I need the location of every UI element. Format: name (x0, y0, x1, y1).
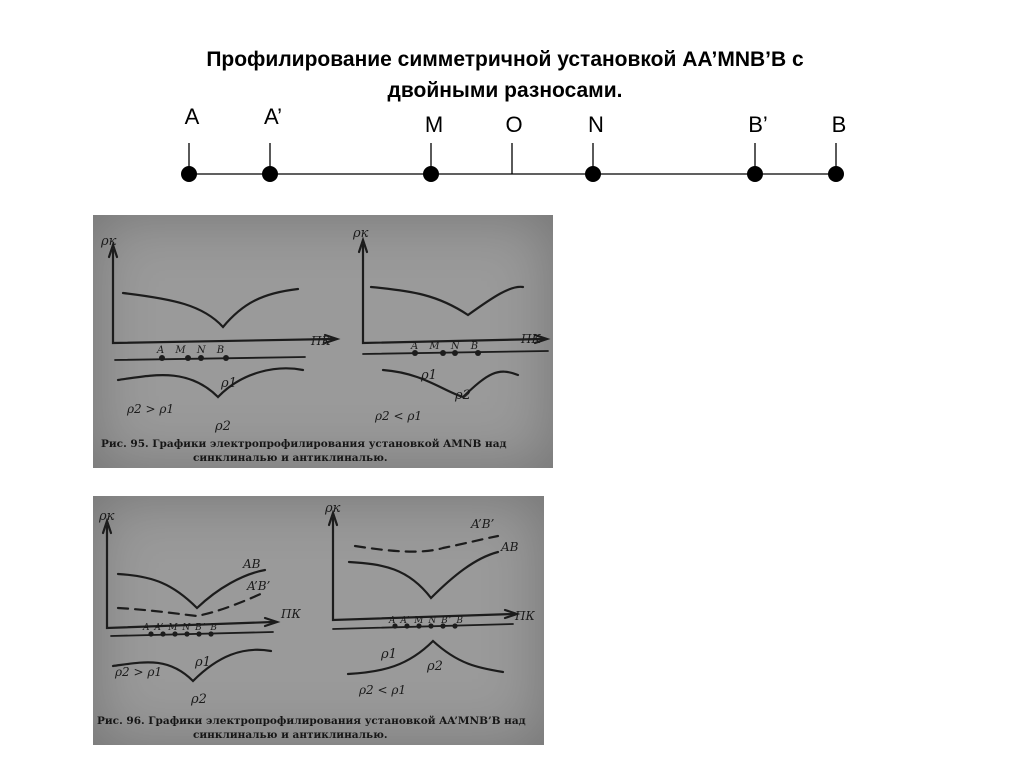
fig95-left-y-label: ρк (101, 234, 117, 249)
fig96-caption-line1: Рис. 96. Графики электропрофилирования установкой AA’MNB’B над (97, 715, 526, 727)
fig96-left-a1b1: A’B’ (247, 579, 271, 593)
electrode-label-0: A (184, 104, 200, 129)
fig95-left-boundary (118, 368, 303, 397)
fig95-right-layer2: ρ2 (455, 388, 471, 403)
electrode-label-3: O (505, 112, 523, 137)
fig95-right-x-label: ПК (521, 332, 541, 346)
fig96-right-x-label: ПК (515, 609, 535, 623)
fig96-right-ab: AB (501, 540, 519, 554)
fig96-right-y-label: ρк (325, 501, 341, 516)
fig96-left-relation: ρ2 > ρ1 (115, 665, 163, 679)
electrode-dot-6 (828, 166, 844, 182)
fig95-left-points: A M N B (157, 345, 229, 356)
fig96-left-layer1: ρ1 (195, 655, 211, 670)
fig96-left-axes (107, 526, 273, 628)
electrode-layout-diagram (0, 0, 1024, 200)
fig96-caption-line2: синклиналью и антиклиналью. (193, 729, 388, 741)
fig95-caption-line1: Рис. 95. Графики электропрофилирования установкой AMNB над (101, 438, 507, 450)
slide-title-line1: Профилирование симметричной установкой АА’MNB’B с (206, 48, 804, 71)
figure-96-photo (93, 496, 544, 745)
fig95-right-y-label: ρк (353, 226, 369, 241)
fig95-left-relation: ρ2 > ρ1 (127, 402, 175, 416)
electrode-dot-1 (262, 166, 278, 182)
electrode-dot-5 (747, 166, 763, 182)
electrode-label-2: M (424, 112, 444, 137)
fig96-right-curve-solid (349, 552, 498, 598)
fig96-right-layer1: ρ1 (381, 647, 397, 662)
fig95-right-curve (371, 287, 523, 315)
figure-95-photo (93, 215, 553, 468)
fig96-left-y-label: ρк (99, 509, 115, 524)
fig96-right-layer2: ρ2 (427, 659, 443, 674)
fig95-left-layer1: ρ1 (221, 376, 237, 391)
fig95-right-relation: ρ2 < ρ1 (375, 409, 423, 423)
fig96-right-a1b1: A’B’ (471, 517, 495, 531)
fig96-left-points: A A’ M N B’ B (143, 623, 219, 633)
fig95-left-profile (115, 357, 305, 360)
fig96-right-curve-dashed (355, 536, 498, 552)
fig96-right-relation: ρ2 < ρ1 (359, 683, 407, 697)
fig95-right-boundary (383, 370, 518, 397)
fig95-right-axes (363, 245, 543, 343)
fig96-left-x-label: ПК (281, 607, 301, 621)
fig95-right-layer1: ρ1 (421, 368, 437, 383)
electrode-label-6: B (831, 112, 847, 137)
fig96-right-boundary (348, 641, 503, 674)
fig95-left-curve (123, 289, 298, 327)
fig95-left-x-label: ПК (311, 334, 331, 348)
fig95-caption-line2: синклиналью и антиклиналью. (193, 452, 388, 464)
fig96-left-ab: AB (243, 557, 261, 571)
electrode-dot-4 (585, 166, 601, 182)
fig95-right-points: A M N B (411, 341, 483, 352)
electrode-label-4: N (588, 112, 604, 137)
fig96-right-axes (333, 518, 513, 620)
electrode-markers (181, 104, 846, 182)
fig96-right-points: A A’ M N B’ B (389, 616, 465, 626)
electrode-label-1: A’ (264, 104, 282, 129)
slide-title-line2: двойными разносами. (387, 79, 623, 102)
electrode-label-5: B’ (748, 112, 768, 137)
electrode-dot-2 (423, 166, 439, 182)
fig95-left-layer2: ρ2 (215, 419, 231, 434)
electrode-dot-0 (181, 166, 197, 182)
fig96-left-layer2: ρ2 (191, 692, 207, 707)
